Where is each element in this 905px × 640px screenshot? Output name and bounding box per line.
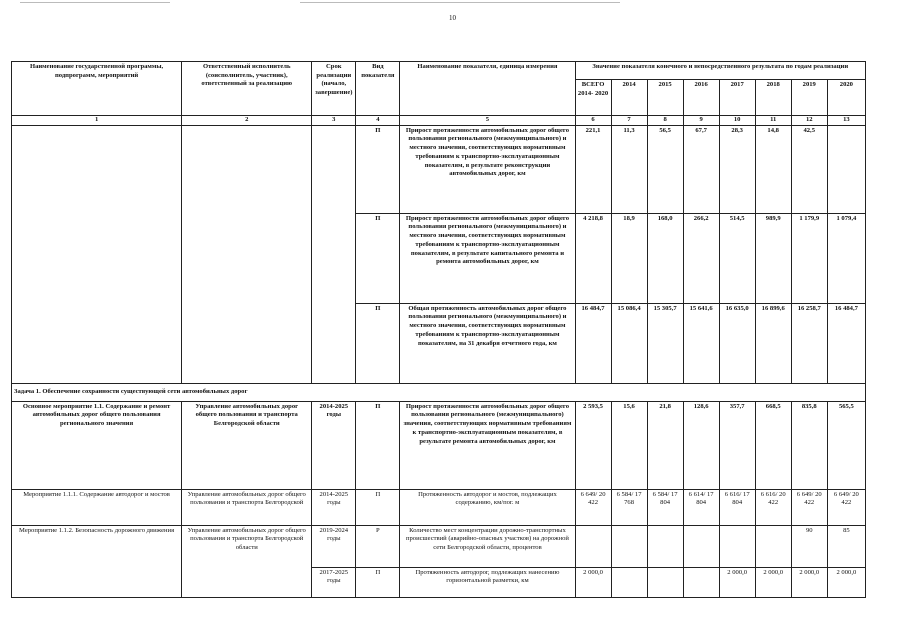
column-number: 2 <box>182 116 312 126</box>
results-table <box>11 61 866 598</box>
value-cell: 90 <box>791 525 827 567</box>
value-cell: 2 000,0 <box>827 567 865 597</box>
value-cell: 6 616/ 20 422 <box>755 489 791 525</box>
indicator-cell: Общая протяженность автомобильных дорог общего пользования регионального (межмуниципального) и местного значения, соответствующих нормативным требованиям к транспортно-эксплуатационным показателям, на 31 декабря отчетного года, км <box>400 303 575 383</box>
value-cell: 2 000,0 <box>719 567 755 597</box>
value-cell: 15 305,7 <box>647 303 683 383</box>
header-year: 2017 <box>719 80 755 116</box>
indicator-cell: Количество мест концентрации дорожно-транспортных происшествий (аварийно-опасных участков) на дорожной сети Белгородской области, процентов <box>400 525 575 567</box>
table-row <box>12 525 866 567</box>
period-cell <box>312 125 356 383</box>
value-cell: 2 000,0 <box>575 567 611 597</box>
header-total: ВСЕГО 2014- 2020 <box>575 80 611 116</box>
task-title: Задача 1. Обеспечение сохранности существующей сети автомобильных дорог <box>12 383 866 401</box>
value-cell: 128,6 <box>683 401 719 489</box>
value-cell <box>611 525 647 567</box>
value-cell: 1 179,9 <box>791 213 827 303</box>
column-number: 7 <box>611 116 647 126</box>
column-number: 9 <box>683 116 719 126</box>
value-cell: 18,9 <box>611 213 647 303</box>
value-cell: 16 635,0 <box>719 303 755 383</box>
value-cell: 668,5 <box>755 401 791 489</box>
value-cell: 168,0 <box>647 213 683 303</box>
value-cell: 15 086,4 <box>611 303 647 383</box>
column-number: 8 <box>647 116 683 126</box>
period-cell: 2014-2025 годы <box>312 401 356 489</box>
value-cell: 11,3 <box>611 125 647 213</box>
header-year: 2014 <box>611 80 647 116</box>
header-year: 2020 <box>827 80 865 116</box>
header-kind: Вид показателя <box>356 62 400 116</box>
value-cell: 6 649/ 20 422 <box>827 489 865 525</box>
kind-cell: П <box>356 125 400 213</box>
value-cell: 2 000,0 <box>791 567 827 597</box>
program-cell: Мероприятие 1.1.2. Безопасность дорожного движения <box>12 525 182 597</box>
value-cell: 56,5 <box>647 125 683 213</box>
value-cell: 15 641,6 <box>683 303 719 383</box>
value-cell: 6 584/ 17 804 <box>647 489 683 525</box>
value-cell: 989,9 <box>755 213 791 303</box>
value-cell: 4 218,8 <box>575 213 611 303</box>
value-cell: 6 649/ 20 422 <box>575 489 611 525</box>
column-number: 3 <box>312 116 356 126</box>
executor-cell: Управление автомобильных дорог общего пользования и транспорта Белгородской области <box>182 525 312 597</box>
value-cell: 2 593,5 <box>575 401 611 489</box>
header-executor: Ответственный исполнитель (соисполнитель, участник), ответственный за реализацию <box>182 62 312 116</box>
value-cell: 565,5 <box>827 401 865 489</box>
period-cell: 2017-2025 годы <box>312 567 356 597</box>
page-number: 10 <box>449 14 456 22</box>
value-cell: 6 584/ 17 768 <box>611 489 647 525</box>
value-cell: 85 <box>827 525 865 567</box>
task-row <box>12 383 866 401</box>
kind-cell: П <box>356 489 400 525</box>
value-cell <box>827 125 865 213</box>
column-number: 4 <box>356 116 400 126</box>
header-values-group: Значение показателя конечного и непосредственного результата по годам реализации <box>575 62 865 80</box>
value-cell: 16 899,6 <box>755 303 791 383</box>
value-cell <box>575 525 611 567</box>
value-cell: 1 079,4 <box>827 213 865 303</box>
header-program: Наименование государственной программы, подпрограмм, мероприятий <box>12 62 182 116</box>
value-cell: 16 258,7 <box>791 303 827 383</box>
value-cell: 514,5 <box>719 213 755 303</box>
header-year: 2016 <box>683 80 719 116</box>
value-cell: 21,8 <box>647 401 683 489</box>
value-cell: 6 649/ 20 422 <box>791 489 827 525</box>
table-row <box>12 401 866 489</box>
kind-cell: П <box>356 213 400 303</box>
value-cell: 28,3 <box>719 125 755 213</box>
table-row <box>12 125 866 213</box>
column-number: 12 <box>791 116 827 126</box>
value-cell: 14,8 <box>755 125 791 213</box>
column-number: 13 <box>827 116 865 126</box>
value-cell: 6 616/ 17 804 <box>719 489 755 525</box>
program-cell: Основное мероприятие 1.1. Содержание и ремонт автомобильных дорог общего пользования регионального значения <box>12 401 182 489</box>
header-indicator: Наименование показателя, единица измерения <box>400 62 575 116</box>
header-period: Срок реализации (начало, завершение) <box>312 62 356 116</box>
column-numbers-row <box>12 116 866 126</box>
top-scan-line <box>300 2 620 3</box>
value-cell: 6 614/ 17 804 <box>683 489 719 525</box>
value-cell: 835,8 <box>791 401 827 489</box>
kind-cell: П <box>356 567 400 597</box>
value-cell <box>755 525 791 567</box>
header-year: 2019 <box>791 80 827 116</box>
table-row <box>12 489 866 525</box>
value-cell: 266,2 <box>683 213 719 303</box>
value-cell: 357,7 <box>719 401 755 489</box>
value-cell <box>611 567 647 597</box>
indicator-cell: Протяженность автодорог и мостов, подлежащих содержанию, км/пог. м <box>400 489 575 525</box>
indicator-cell: Протяженность автодорог, подлежащих нанесению горизонтальной разметки, км <box>400 567 575 597</box>
column-number: 5 <box>400 116 575 126</box>
value-cell: 16 484,7 <box>575 303 611 383</box>
executor-cell <box>182 125 312 383</box>
value-cell <box>647 567 683 597</box>
value-cell: 42,5 <box>791 125 827 213</box>
value-cell: 2 000,0 <box>755 567 791 597</box>
value-cell: 67,7 <box>683 125 719 213</box>
indicator-cell: Прирост протяженности автомобильных дорог общего пользования регионального (межмуниципального) и местного значения, соответствующих нормативным требованиям к транспортно-эксплуатационным показателям, в результате капитального ремонта и ремонта автомобильных дорог, км <box>400 213 575 303</box>
period-cell: 2014-2025 годы <box>312 489 356 525</box>
top-scan-line <box>20 2 170 3</box>
column-number: 10 <box>719 116 755 126</box>
value-cell <box>719 525 755 567</box>
value-cell: 15,6 <box>611 401 647 489</box>
program-cell: Мероприятие 1.1.1. Содержание автодорог и мостов <box>12 489 182 525</box>
column-number: 1 <box>12 116 182 126</box>
executor-cell: Управление автомобильных дорог общего пользования и транспорта Белгородской области <box>182 401 312 489</box>
value-cell <box>683 525 719 567</box>
value-cell <box>647 525 683 567</box>
kind-cell: П <box>356 401 400 489</box>
indicator-cell: Прирост протяженности автомобильных дорог общего пользования регионального (межмуниципального) и местного значения, соответствующих нормативным требованиям к транспортно-эксплуатационным показателям, в результате реконструкции автомобильных дорог, км <box>400 125 575 213</box>
value-cell: 16 484,7 <box>827 303 865 383</box>
executor-cell: Управление автомобильных дорог общего пользования и транспорта Белгородской <box>182 489 312 525</box>
header-year: 2015 <box>647 80 683 116</box>
column-number: 6 <box>575 116 611 126</box>
period-cell: 2019-2024 годы <box>312 525 356 567</box>
column-number: 11 <box>755 116 791 126</box>
header-year: 2018 <box>755 80 791 116</box>
program-cell <box>12 125 182 383</box>
value-cell <box>683 567 719 597</box>
indicator-cell: Прирост протяженности автомобильных дорог общего пользования регионального (межмуниципального) значения, соответствующих нормативным требованиям к транспортно-эксплуатационным показателям, в результате ремонта автомобильных дорог, км <box>400 401 575 489</box>
kind-cell: Р <box>356 525 400 567</box>
kind-cell: П <box>356 303 400 383</box>
value-cell: 221,1 <box>575 125 611 213</box>
